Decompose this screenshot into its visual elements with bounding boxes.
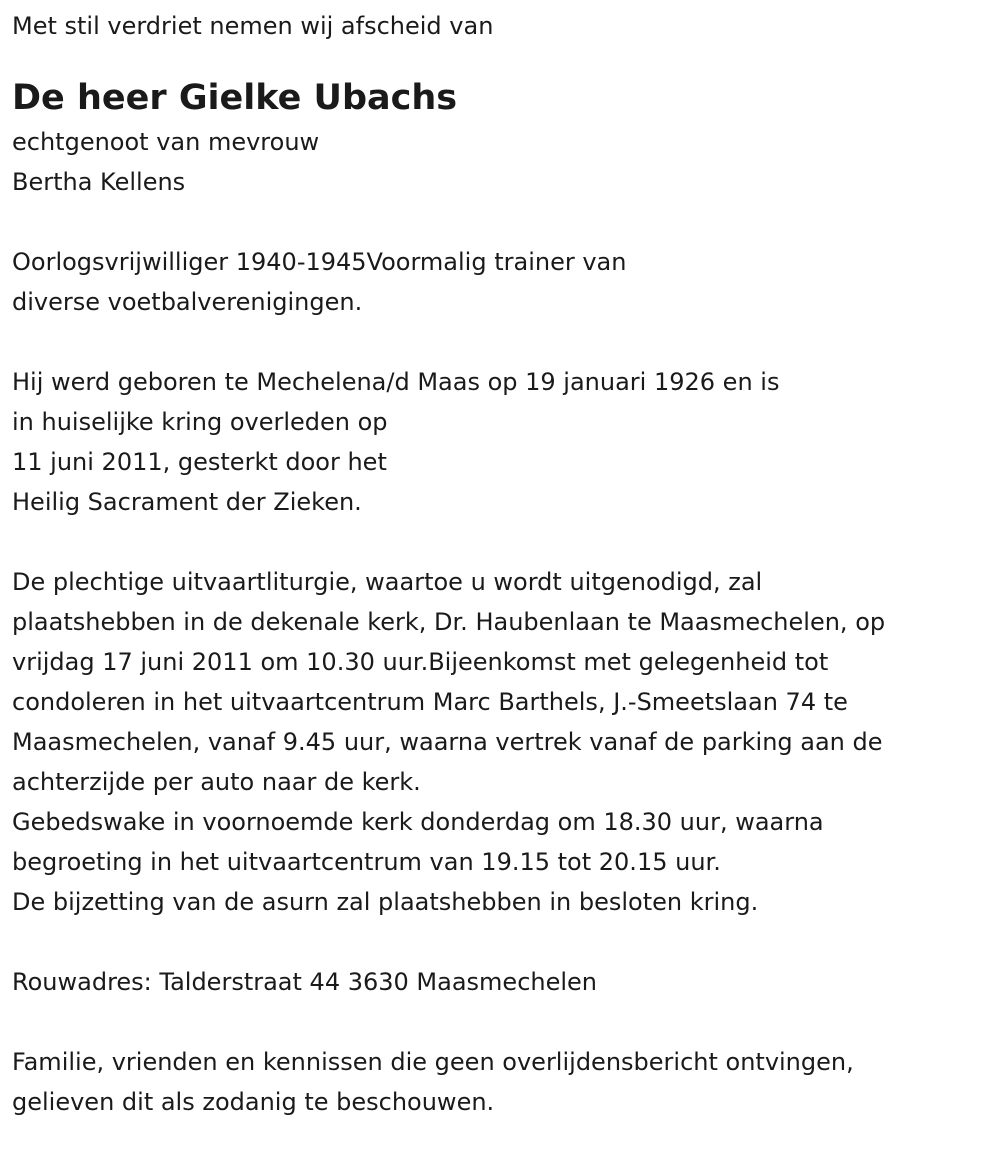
deceased-name: De heer Gielke Ubachs — [12, 78, 458, 118]
spacer — [12, 202, 988, 242]
funeral-block — [12, 562, 988, 922]
funeral-line: achterzijde per auto naar de kerk. — [12, 768, 421, 796]
funeral-line: vrijdag 17 juni 2011 om 10.30 uur.Bijeenkomst met gelegenheid tot — [12, 648, 829, 676]
funeral-line: De bijzetting van de asurn zal plaatshebben in besloten kring. — [12, 888, 759, 916]
funeral-line: De plechtige uitvaartliturgie, waartoe u wordt uitgenodigd, zal — [12, 568, 763, 596]
intro-text: Met stil verdriet nemen wij afscheid van — [12, 12, 494, 40]
service-line: Oorlogsvrijwilliger 1940-1945Voormalig trainer van — [12, 248, 627, 276]
birth-death-line: 11 juni 2011, gesterkt door het — [12, 448, 387, 476]
spacer — [12, 322, 988, 362]
service-line: diverse voetbalverenigingen. — [12, 288, 363, 316]
spouse-block — [12, 122, 988, 202]
birth-death-line: in huiselijke kring overleden op — [12, 408, 388, 436]
funeral-line: Gebedswake in voornoemde kerk donderdag om 18.30 uur, waarna — [12, 808, 824, 836]
spacer — [12, 522, 988, 562]
funeral-line: condoleren in het uitvaartcentrum Marc Barthels, J.-Smeetslaan 74 te — [12, 688, 848, 716]
funeral-line: plaatshebben in de dekenale kerk, Dr. Haubenlaan te Maasmechelen, op — [12, 608, 886, 636]
birth-death-block — [12, 362, 988, 522]
closing-line: Familie, vrienden en kennissen die geen overlijdensbericht ontvingen, — [12, 1048, 854, 1076]
spouse-line: Bertha Kellens — [12, 168, 186, 196]
spacer — [12, 1002, 988, 1042]
spouse-line: echtgenoot van mevrouw — [12, 128, 320, 156]
birth-death-line: Hij werd geboren te Mechelena/d Maas op 19 januari 1926 en is — [12, 368, 780, 396]
funeral-line: Maasmechelen, vanaf 9.45 uur, waarna vertrek vanaf de parking aan de — [12, 728, 883, 756]
closing-line: gelieven dit als zodanig te beschouwen. — [12, 1088, 495, 1116]
service-block — [12, 242, 988, 322]
spacer — [12, 922, 988, 962]
closing-block — [12, 1042, 988, 1122]
funeral-line: begroeting in het uitvaartcentrum van 19.15 tot 20.15 uur. — [12, 848, 721, 876]
mourning-address: Rouwadres: Talderstraat 44 3630 Maasmechelen — [12, 968, 598, 996]
birth-death-line: Heilig Sacrament der Zieken. — [12, 488, 362, 516]
